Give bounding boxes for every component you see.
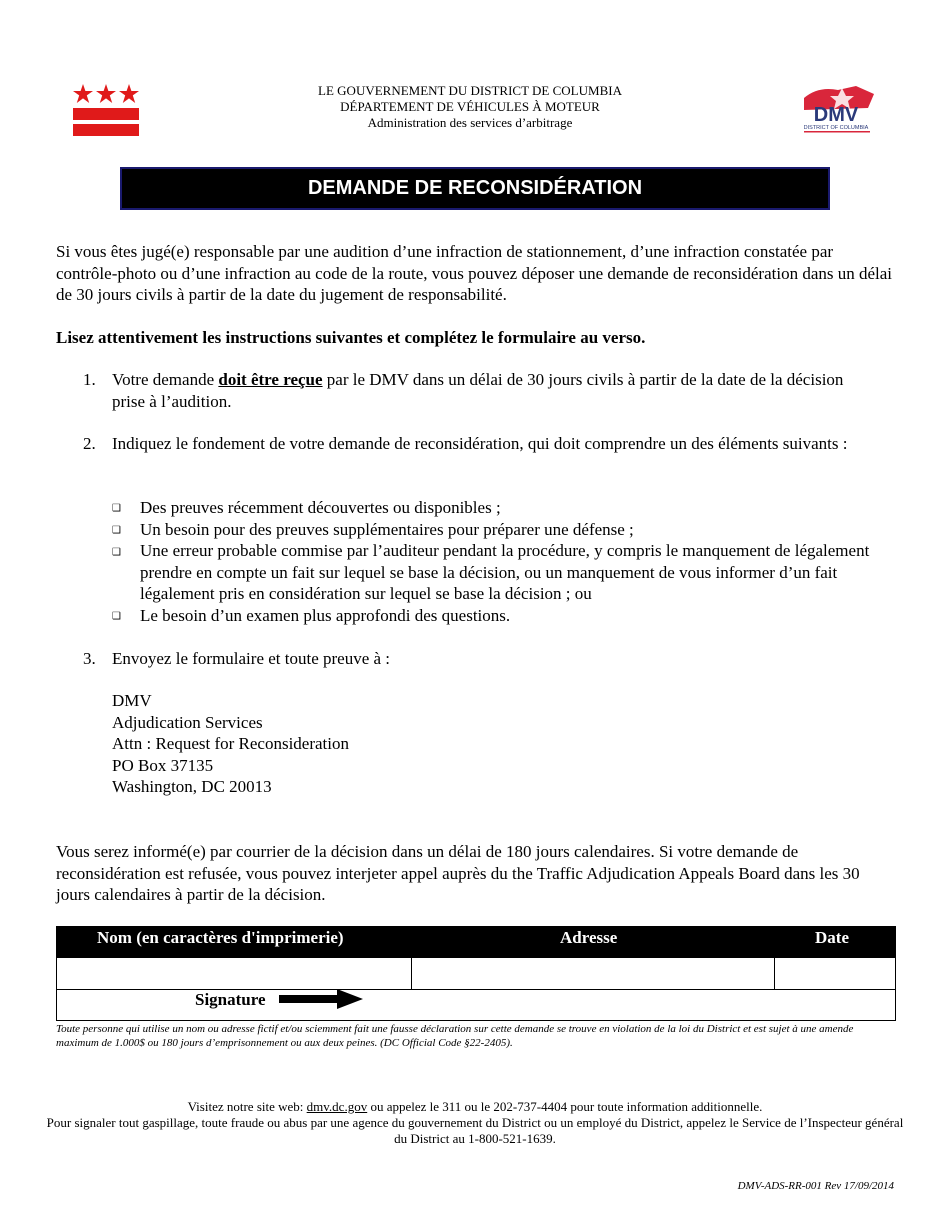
item-1-emphasis: doit être reçue: [218, 370, 323, 389]
agency-header: [220, 83, 720, 131]
checkbox-icon: ❑: [112, 525, 121, 536]
checkbox-icon: ❑: [112, 503, 121, 514]
header-line-1: LE GOUVERNEMENT DU DISTRICT DE COLUMBIA: [318, 83, 622, 98]
name-field[interactable]: [57, 958, 411, 989]
flag-bar: [73, 124, 139, 136]
notice-paragraph: Vous serez informé(e) par courrier de la décision dans un délai de 180 jours calendaires. Si votre demande de reconsidération est refusée, vous pouvez interjeter appel auprès du the Traffic Adjudication Appeals Board dans les 30 jours calendaires à partir de la décision.: [56, 842, 860, 904]
item-2-text: Indiquez le fondement de votre demande de reconsidération, qui doit comprendre un des éléments suivants :: [112, 434, 848, 453]
list-item: Des preuves récemment découvertes ou disponibles ;: [140, 498, 501, 517]
footer-pre: Visitez notre site web:: [187, 1099, 307, 1114]
footer-line-1: [40, 1099, 910, 1115]
dc-flag-logo: [73, 84, 139, 136]
list-item: Un besoin pour des preuves supplémentaires pour préparer une défense ;: [140, 520, 634, 539]
address-line: PO Box 37135: [112, 755, 214, 775]
footer-post: ou appelez le 311 ou le 202-737-4404 pour toute information additionnelle.: [367, 1099, 763, 1114]
arrow-right-icon: [277, 988, 365, 1010]
intro-paragraph: Si vous êtes jugé(e) responsable par une audition d’une infraction de stationnement, d’une infraction constatée par contrôle-photo ou d’une infraction au code de la route, vous pouvez déposer une demande de reconsidération dans un délai de 30 jours civils à partir de la date du jugement de responsabilité.: [56, 242, 893, 304]
list-item: Le besoin d’un examen plus approfondi des questions.: [140, 606, 511, 625]
star-icon: [73, 84, 93, 104]
footer: [40, 1099, 910, 1147]
column-header-address: Adresse: [560, 928, 618, 947]
address-line: Washington, DC 20013: [112, 777, 272, 796]
item-1-post: par le DMV dans un délai de 30 jours civils à partir de la date de la décision prise à l’audition.: [112, 370, 844, 411]
list-item: Une erreur probable commise par l’auditeur pendant la procédure, y compris le manquement de légalement prendre en compte un fait sur lequel se base la décision, ou un manquement de vous informer d’un fait légalement pris en considération sur lequel se base la décision ; ou: [140, 541, 870, 603]
item-3-number: 3.: [83, 649, 96, 668]
dmv-logo: [798, 84, 876, 134]
item-1-pre: Votre demande: [112, 370, 219, 389]
item-3-text: Envoyez le formulaire et toute preuve à :: [112, 649, 391, 668]
item-1-text: [112, 369, 872, 412]
address-line: Adjudication Services: [112, 712, 263, 732]
date-field[interactable]: [775, 958, 895, 989]
logo-subtext: DISTRICT OF COLUMBIA: [803, 125, 869, 131]
column-header-date: Date: [815, 928, 849, 947]
page-title: DEMANDE DE RECONSIDÉRATION: [120, 167, 830, 210]
header-line-3: Administration des services d’arbitrage: [367, 115, 573, 130]
column-header-name: Nom (en caractères d'imprimerie): [97, 928, 344, 947]
star-icon: [119, 84, 139, 104]
checkbox-icon: ❑: [112, 611, 121, 622]
form-code: DMV-ADS-RR-001 Rev 17/09/2014: [737, 1180, 894, 1192]
address-line: Attn : Request for Reconsideration: [112, 734, 350, 753]
item-2-number: 2.: [83, 434, 96, 453]
logo-text: DMV: [813, 104, 859, 126]
form-header-row: [56, 926, 896, 958]
website-link[interactable]: dmv.dc.gov: [306, 1099, 368, 1114]
footer-line-2: Pour signaler tout gaspillage, toute fraude ou abus par une agence du gouvernement du District ou un employé du District, appelez le Service de l’Inspecteur général du District au 1-800-521-1639.: [46, 1115, 904, 1146]
star-icon: [96, 84, 116, 104]
form-input-row: [56, 957, 896, 990]
address-line: DMV: [112, 691, 152, 710]
signature-label: Signature: [195, 990, 266, 1009]
instructions-heading: Lisez attentivement les instructions suivantes et complétez le formulaire au verso.: [56, 328, 646, 347]
address-field[interactable]: [412, 958, 774, 989]
signature-row[interactable]: [56, 988, 896, 1021]
flag-bar: [73, 108, 139, 120]
item-1-number: 1.: [83, 370, 96, 389]
header-line-2: DÉPARTEMENT DE VÉHICULES À MOTEUR: [340, 99, 600, 114]
legal-disclaimer: Toute personne qui utilise un nom ou adresse fictif et/ou sciemment fait une fausse déclaration sur cette demande se trouve en violation de la loi du District et est sujet à une amende maximum de 1.000$ ou 180 jours d’emprisonnement ou aux deux peines. (DC Official Code §22-2405).: [56, 1023, 854, 1049]
mailing-address: [112, 690, 349, 798]
checkbox-icon: ❑: [112, 547, 121, 558]
